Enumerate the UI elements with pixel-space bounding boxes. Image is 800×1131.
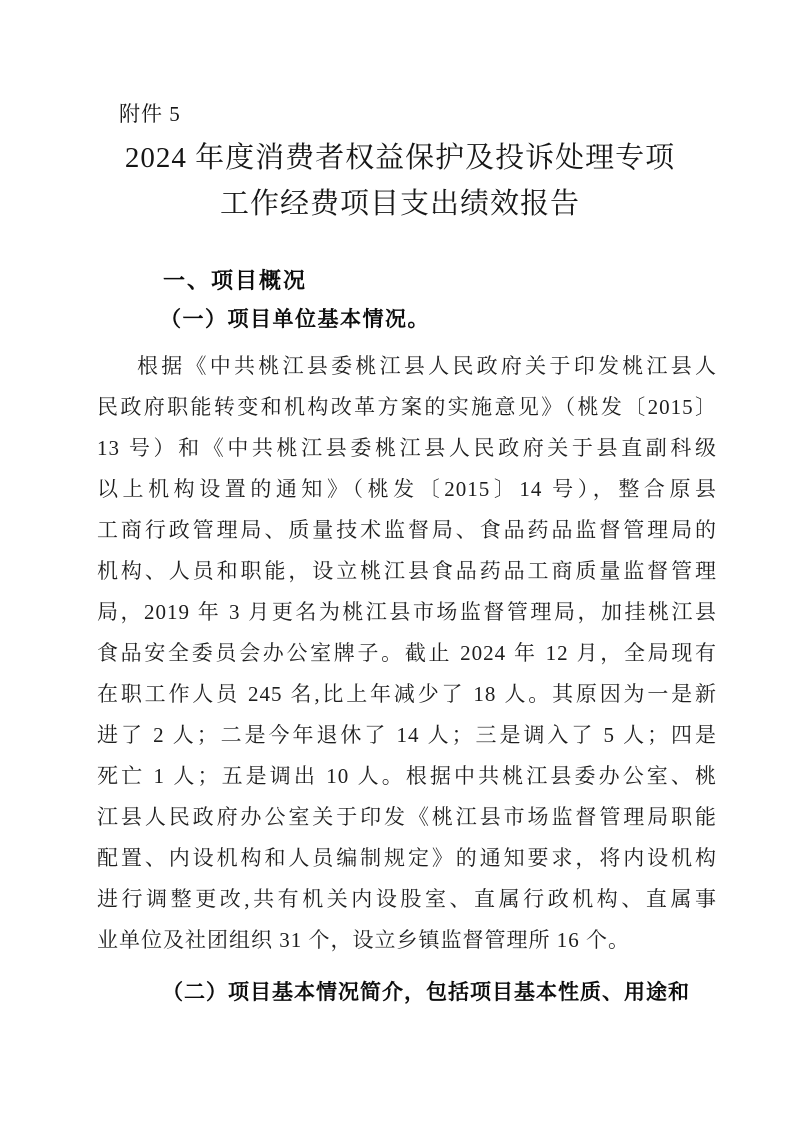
body-text-line: 机构、人员和职能，设立桃江县食品药品工商质量监督管理 bbox=[97, 559, 717, 583]
body-text-line: 江县人民政府办公室关于印发《桃江县市场监督管理局职能 bbox=[97, 805, 717, 829]
body-text-line: 局，2019 年 3 月更名为桃江县市场监督管理局，加挂桃江县 bbox=[97, 600, 717, 624]
document-title bbox=[0, 135, 800, 227]
body-text-line: 食品安全委员会办公室牌子。截止 2024 年 12 月，全局现有 bbox=[97, 641, 717, 665]
body-text-line: 死亡 1 人；五是调出 10 人。根据中共桃江县委办公室、桃 bbox=[97, 764, 717, 788]
body-text-line: 工商行政管理局、质量技术监督局、食品药品监督管理局的 bbox=[97, 518, 717, 542]
body-text-line: 进行调整更改,共有机关内设股室、直属行政机构、直属事 bbox=[97, 887, 717, 911]
body-text-line: 民政府职能转变和机构改革方案的实施意见》（桃发〔2015〕 bbox=[97, 395, 717, 419]
body-text-line: 在职工作人员 245 名,比上年减少了 18 人。其原因为一是新 bbox=[97, 682, 717, 706]
body-text-line: 进了 2 人；二是今年退休了 14 人；三是调入了 5 人；四是 bbox=[97, 723, 717, 747]
section-heading-project-overview: 一、项目概况 bbox=[163, 268, 308, 293]
body-text-line: 13 号）和《中共桃江县委桃江县人民政府关于县直副科级 bbox=[97, 436, 717, 460]
document-title-line-2: 工作经费项目支出绩效报告 bbox=[219, 188, 580, 220]
subsection-heading-project-intro: （二）项目基本情况简介，包括项目基本性质、用途和 bbox=[162, 980, 690, 1004]
body-text-line: 以上机构设置的通知》（桃发〔2015〕14 号），整合原县 bbox=[97, 477, 717, 501]
body-text-line: 根据《中共桃江县委桃江县人民政府关于印发桃江县人 bbox=[137, 354, 717, 378]
body-paragraph bbox=[97, 346, 717, 961]
attachment-label: 附件 5 bbox=[119, 102, 181, 126]
body-text-line: 业单位及社团组织 31 个，设立乡镇监督管理所 16 个。 bbox=[97, 928, 630, 952]
document-title-line-1: 2024 年度消费者权益保护及投诉处理专项 bbox=[124, 142, 676, 174]
body-text-line: 配置、内设机构和人员编制规定》的通知要求，将内设机构 bbox=[97, 846, 717, 870]
subsection-heading-unit-basic-info: （一）项目单位基本情况。 bbox=[160, 307, 430, 331]
